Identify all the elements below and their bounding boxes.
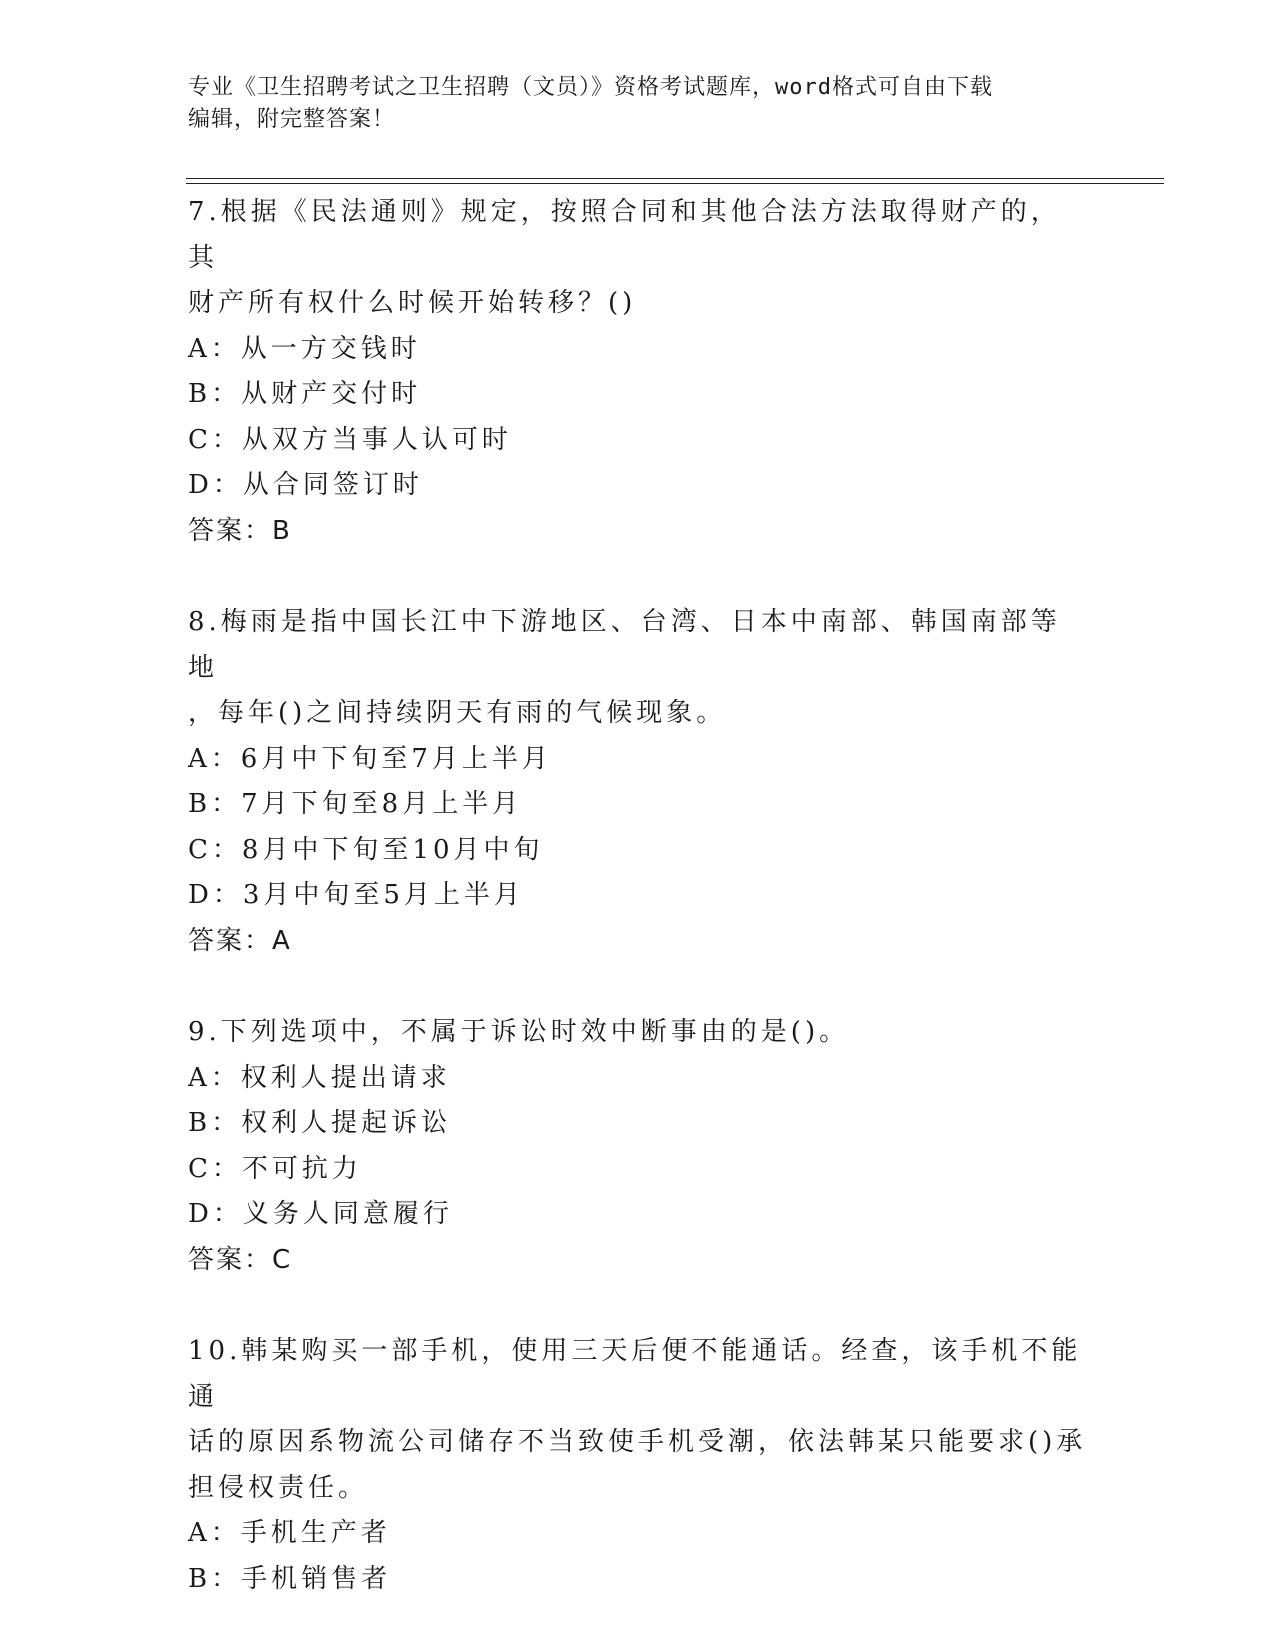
header-line-2: 编辑，附完整答案！: [188, 107, 396, 132]
option-b: B：7月下旬至8月上半月: [188, 789, 523, 819]
option-b: B：从财产交付时: [188, 379, 422, 409]
question-text-line: 8.梅雨是指中国长江中下游地区、台湾、日本中南部、韩国南部等地: [188, 607, 1061, 683]
option-a: A：权利人提出请求: [188, 1062, 451, 1093]
header-divider-bottom: [186, 183, 1164, 184]
question-9: [188, 1010, 1088, 1283]
option-a: A：手机生产者: [188, 1518, 391, 1548]
option-b: B：手机销售者: [188, 1563, 392, 1594]
option-d: D：3月中旬至5月上半月: [188, 880, 524, 910]
header-line-1: 专业《卫生招聘考试之卫生招聘（文员）》资格考试题库，word格式可自由下载: [188, 75, 993, 100]
option-d: D：从合同签订时: [188, 470, 423, 500]
question-7: [188, 190, 1088, 554]
answer: 答案：C: [188, 1244, 293, 1275]
question-text-line: 9.下列选项中，不属于诉讼时效中断事由的是()。: [188, 1017, 850, 1047]
document-header: [188, 72, 1068, 136]
question-text-line: 财产所有权什么时候开始转移？(): [188, 288, 637, 318]
option-c: C：8月中下旬至10月中旬: [188, 834, 544, 865]
header-divider-top: [186, 178, 1164, 179]
question-text-line: 担侵权责任。: [188, 1472, 369, 1503]
question-text-line: 7.根据《民法通则》规定，按照合同和其他合法方法取得财产的，其: [188, 197, 1061, 273]
option-d: D：义务人同意履行: [188, 1199, 453, 1229]
option-a: A：6月中下旬至7月上半月: [188, 743, 552, 774]
answer: 答案：A: [188, 925, 292, 956]
question-10: [188, 1329, 1088, 1602]
question-list: [188, 190, 1088, 1648]
question-text-line: 话的原因系物流公司储存不当致使手机受潮，依法韩某只能要求()承: [188, 1427, 1087, 1457]
option-c: C：从双方当事人认可时: [188, 424, 512, 455]
question-8: [188, 600, 1088, 964]
option-b: B：权利人提起诉讼: [188, 1108, 452, 1138]
answer: 答案：B: [188, 515, 292, 546]
option-c: C：不可抗力: [188, 1153, 362, 1184]
option-a: A：从一方交钱时: [188, 333, 421, 364]
question-text-line: ，每年()之间持续阴天有雨的气候现象。: [188, 698, 727, 728]
question-text-line: 10.韩某购买一部手机，使用三天后便不能通话。经查，该手机不能通: [188, 1336, 1082, 1412]
